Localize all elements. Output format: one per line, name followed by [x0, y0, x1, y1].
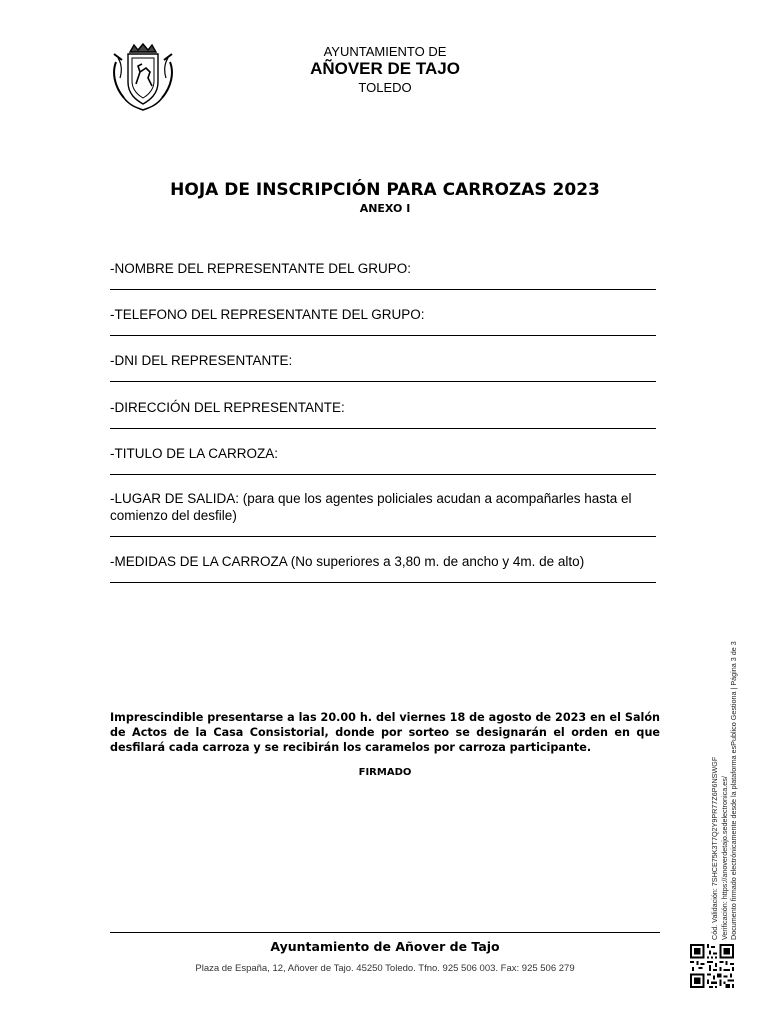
coat-of-arms-icon — [110, 42, 176, 112]
field-label: -MEDIDAS DE LA CARROZA (No superiores a 3,80 m. de ancho y 4m. de alto) — [110, 554, 585, 569]
field-dni — [110, 352, 662, 382]
field-label: -NOMBRE DEL REPRESENTANTE DEL GRUPO: — [110, 261, 412, 276]
verification-url[interactable]: Verificación: https://anoverdetajo.sedelectronica.es/ — [719, 776, 729, 940]
fill-line — [110, 524, 656, 537]
field-address — [110, 399, 662, 429]
fill-line — [110, 416, 656, 429]
field-label: -LUGAR DE SALIDA: (para que los agentes policiales acudan a acompañarles hasta el comienzo del desfile) — [110, 491, 632, 523]
field-label: -DNI DEL REPRESENTANTE: — [110, 353, 293, 368]
field-group-phone — [110, 306, 662, 336]
signature-note: Documento firmado electrónicamente desde la plataforma esPublico Gestiona | Página 3 de 3 — [729, 641, 738, 940]
fill-line — [110, 323, 656, 336]
province-name: TOLEDO — [358, 80, 412, 95]
field-float-dimensions — [110, 553, 662, 583]
field-label: -TITULO DE LA CARROZA: — [110, 446, 279, 461]
header-line-1: AYUNTAMIENTO DE — [323, 44, 447, 59]
qr-code-icon — [690, 944, 734, 988]
notice-paragraph: Imprescindible presentarse a las 20.00 h. del viernes 18 de agosto de 2023 en el Salón de Actos de la Casa Consistorial, donde por sorteo se designarán el orden en que desfilará cada carroza y se recibirán los caramelos por carroza participante. — [110, 711, 660, 754]
fill-line — [110, 369, 656, 382]
fill-line — [110, 277, 656, 290]
field-departure-place — [110, 490, 662, 537]
fill-line — [110, 462, 656, 475]
field-label: -TELEFONO DEL REPRESENTANTE DEL GRUPO: — [110, 307, 425, 322]
municipality-name: AÑOVER DE TAJO — [310, 59, 460, 78]
footer-divider — [110, 932, 660, 933]
validation-side-text — [710, 630, 740, 940]
document-subtitle: ANEXO I — [359, 202, 411, 215]
field-float-title — [110, 445, 662, 475]
field-group-name — [110, 260, 662, 290]
footer-address: Plaza de España, 12, Añover de Tajo. 45250 Toledo. Tfno. 925 506 003. Fax: 925 506 279 — [195, 963, 575, 974]
signed-label: FIRMADO — [358, 767, 412, 778]
footer-title: Ayuntamiento de Añover de Tajo — [270, 939, 500, 954]
field-label: -DIRECCIÓN DEL REPRESENTANTE: — [110, 400, 345, 415]
validation-code: Cód. Validación: 7SHCE75K3T7Q2Y9PR77Z6P6NSWGF — [710, 756, 719, 940]
fill-line — [110, 570, 656, 583]
document-title: HOJA DE INSCRIPCIÓN PARA CARROZAS 2023 — [170, 180, 600, 200]
